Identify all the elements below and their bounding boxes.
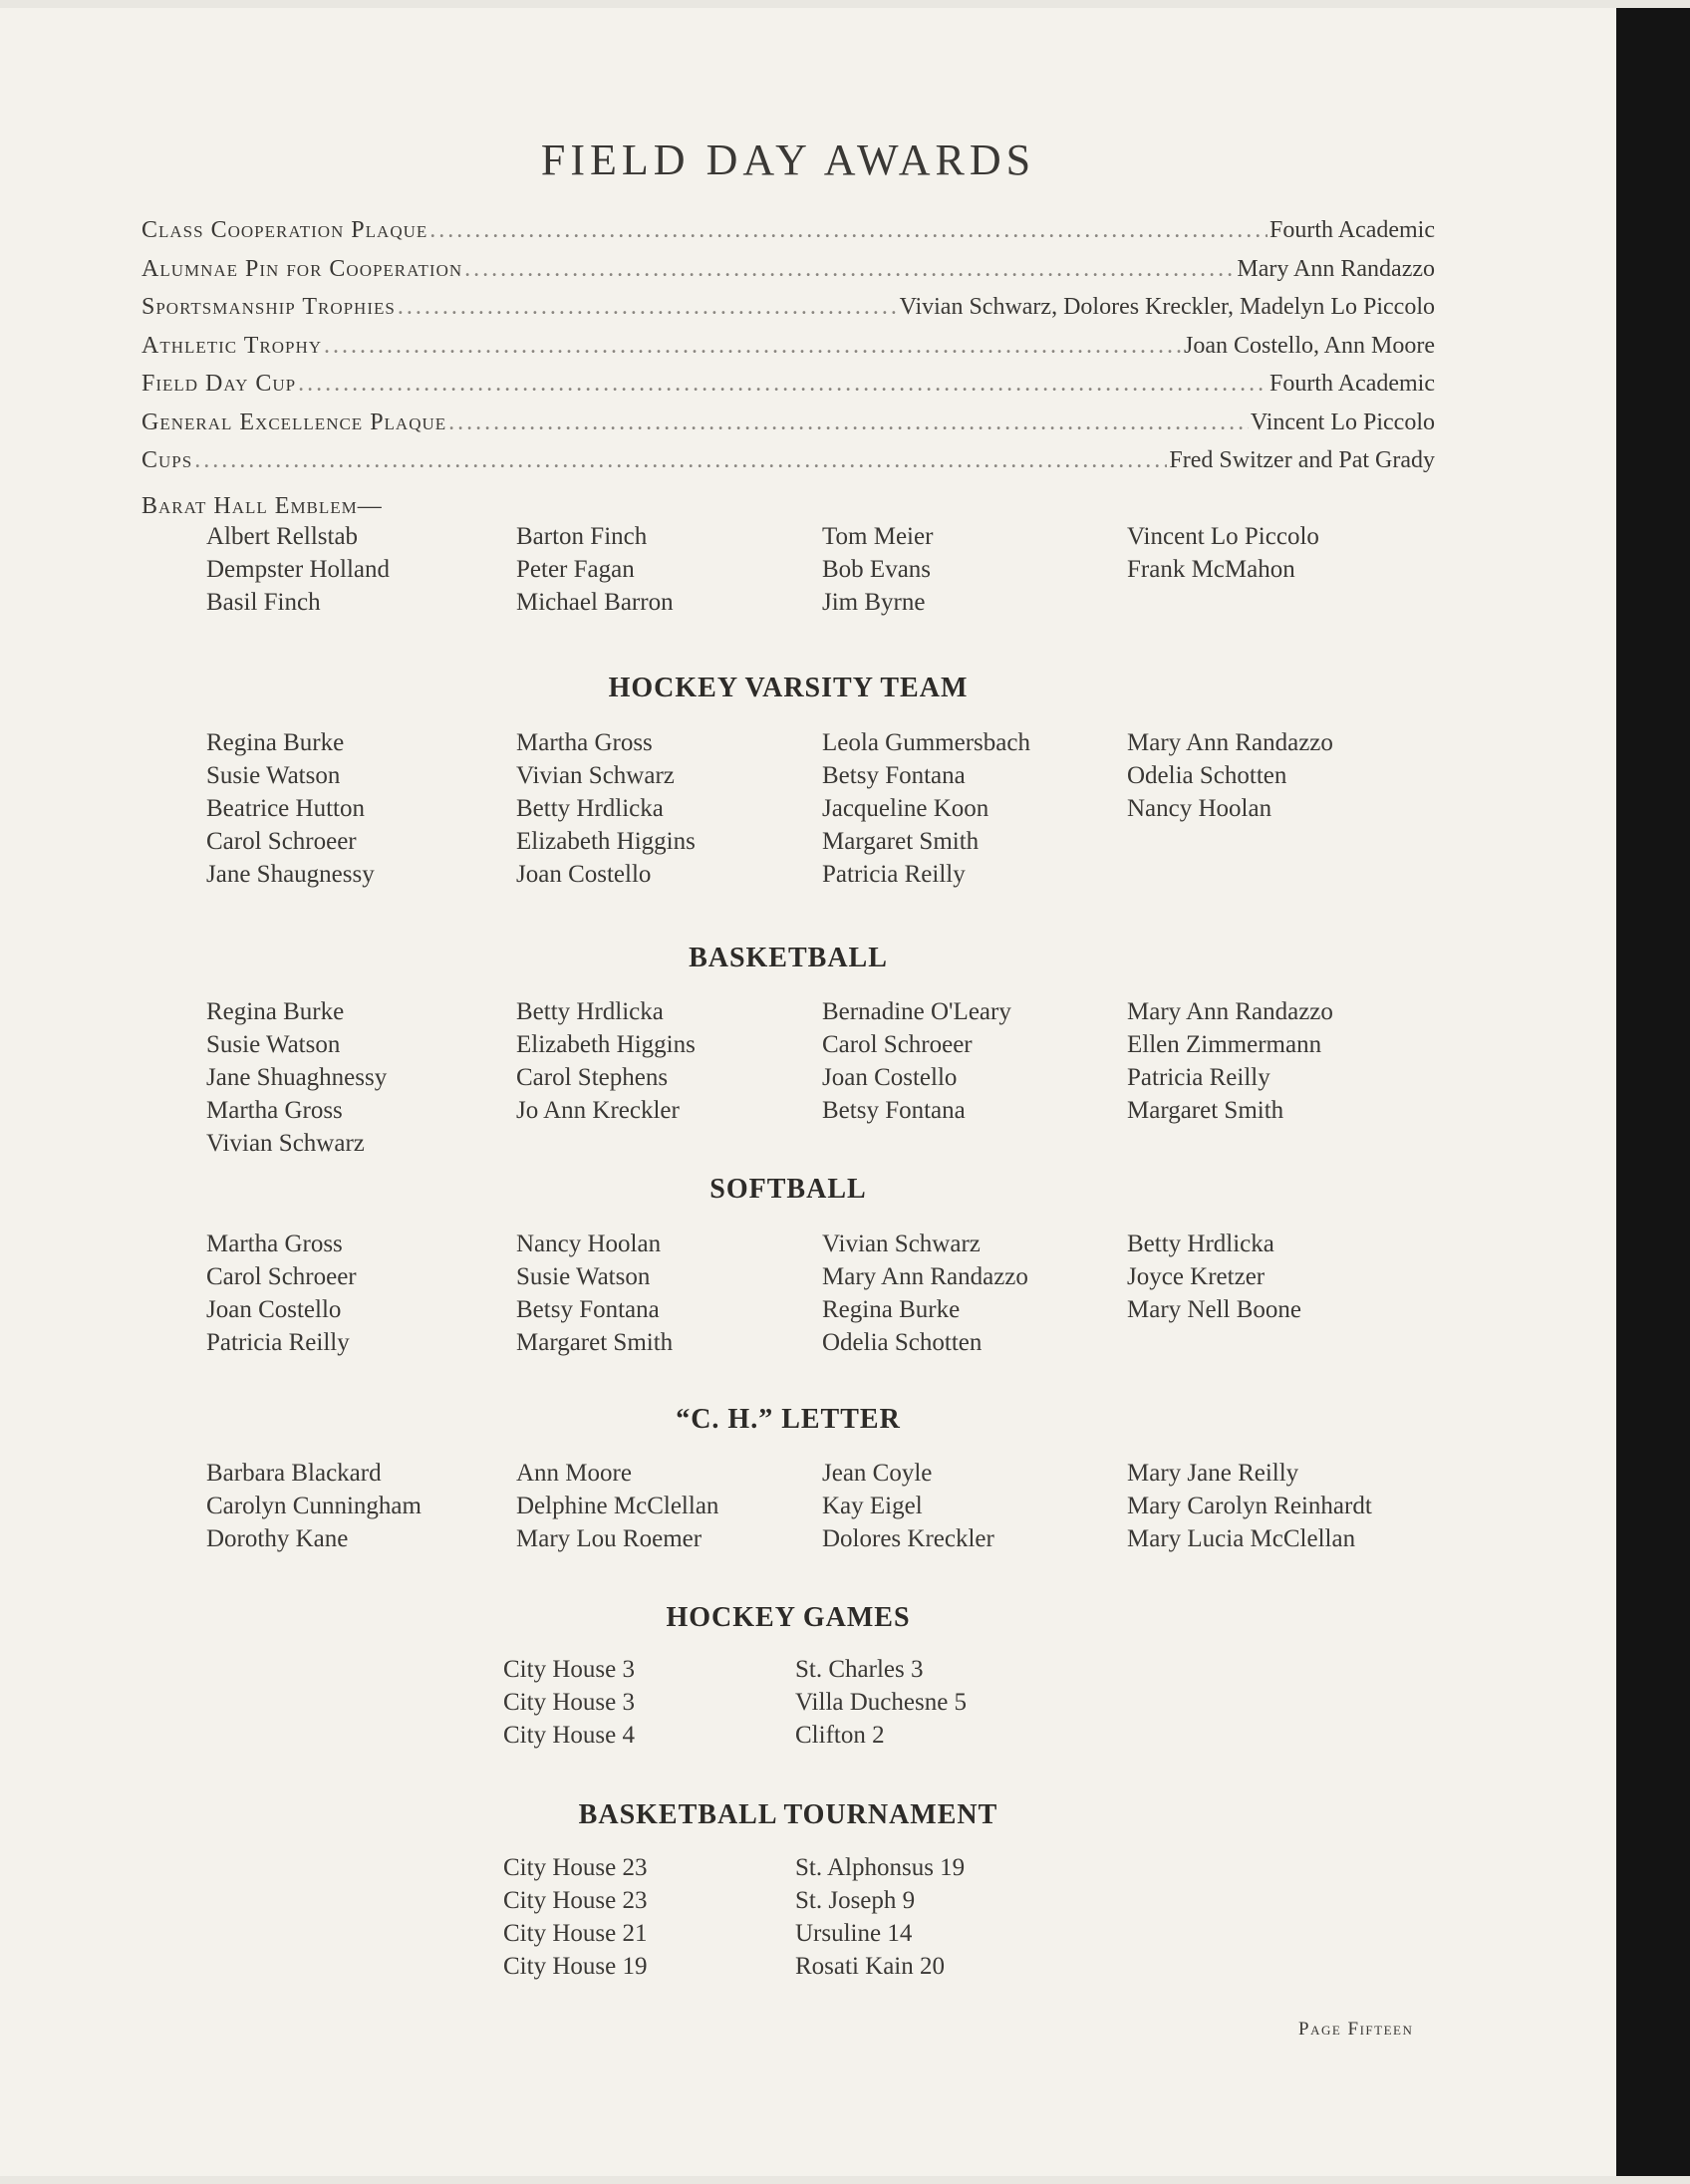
name: Mary Ann Randazzo — [822, 1263, 1028, 1290]
name: Vivian Schwarz — [206, 1130, 365, 1157]
score: St. Alphonsus 19 — [795, 1854, 966, 1881]
name: Bob Evans — [822, 556, 932, 583]
name-column — [822, 1228, 1028, 1359]
score: Clifton 2 — [795, 1722, 885, 1749]
name-column — [822, 1457, 994, 1555]
name: Margaret Smith — [516, 1329, 674, 1356]
name: Margaret Smith — [822, 828, 980, 855]
dot-leader — [398, 294, 898, 321]
score: City House 3 — [503, 1689, 635, 1716]
page-number: Page Fifteen — [1298, 2019, 1414, 2040]
name-column — [1127, 726, 1333, 825]
name: Leola Gummersbach — [822, 729, 1030, 756]
name: Jean Coyle — [822, 1460, 933, 1487]
award-label: Class Cooperation Plaque — [141, 217, 428, 243]
award-value: Joan Costello, Ann Moore — [1184, 332, 1435, 359]
score: Ursuline 14 — [795, 1920, 913, 1947]
name: Ann Moore — [516, 1460, 632, 1487]
page-title: FIELD DAY AWARDS — [540, 136, 1036, 184]
name: Jane Shuaghnessy — [206, 1064, 388, 1091]
award-row — [141, 447, 1435, 486]
name: Betty Hrdlicka — [1127, 1230, 1274, 1257]
name-column — [516, 1228, 673, 1359]
name: Mary Jane Reilly — [1127, 1460, 1299, 1487]
name: Vincent Lo Piccolo — [1127, 523, 1319, 550]
name: Mary Carolyn Reinhardt — [1127, 1493, 1372, 1519]
name: Delphine McClellan — [516, 1493, 719, 1519]
page-binding-edge — [1616, 8, 1690, 2176]
name: Joan Costello — [206, 1296, 342, 1323]
name: Dolores Kreckler — [822, 1525, 994, 1552]
dot-leader — [324, 333, 1182, 360]
award-row — [141, 333, 1435, 372]
name-column — [1127, 995, 1333, 1127]
name: Vivian Schwarz — [516, 762, 675, 789]
name: Joan Costello — [822, 1064, 958, 1091]
name-column — [206, 1457, 422, 1555]
home-scores-column — [503, 1653, 635, 1752]
name: Albert Rellstab — [206, 523, 359, 550]
name: Mary Ann Randazzo — [1127, 729, 1333, 756]
hockey-varsity-title: HOCKEY VARSITY TEAM — [608, 673, 969, 703]
score: St. Joseph 9 — [795, 1887, 916, 1914]
award-value: Vivian Schwarz, Dolores Kreckler, Madelyn Lo Piccolo — [899, 294, 1435, 320]
name: Patricia Reilly — [1127, 1064, 1270, 1091]
award-row — [141, 371, 1435, 410]
score: City House 19 — [503, 1953, 648, 1980]
dot-leader — [429, 217, 1268, 244]
award-label: Alumnae Pin for Cooperation — [141, 255, 463, 282]
name-column — [516, 1457, 718, 1555]
name-column — [206, 726, 375, 891]
name: Michael Barron — [516, 589, 674, 616]
name: Barton Finch — [516, 523, 648, 550]
name: Regina Burke — [206, 998, 345, 1025]
name: Elizabeth Higgins — [516, 1031, 696, 1058]
name: Margaret Smith — [1127, 1097, 1284, 1124]
name: Ellen Zimmermann — [1127, 1031, 1322, 1058]
score: City House 21 — [503, 1920, 648, 1947]
name: Dorothy Kane — [206, 1525, 349, 1552]
score: St. Charles 3 — [795, 1656, 924, 1683]
award-label: Sportsmanship Trophies — [141, 294, 396, 320]
award-value: Mary Ann Randazzo — [1237, 255, 1435, 282]
barat-hall-emblem-heading: Barat Hall Emblem— — [141, 493, 383, 519]
dot-leader — [298, 371, 1268, 398]
score: City House 4 — [503, 1722, 635, 1749]
name: Betsy Fontana — [516, 1296, 660, 1323]
name: Odelia Schotten — [822, 1329, 983, 1356]
name: Elizabeth Higgins — [516, 828, 696, 855]
name: Patricia Reilly — [822, 861, 966, 888]
name: Odelia Schotten — [1127, 762, 1287, 789]
award-row — [141, 217, 1435, 256]
name: Betty Hrdlicka — [516, 795, 664, 822]
name: Mary Nell Boone — [1127, 1296, 1301, 1323]
name: Patricia Reilly — [206, 1329, 350, 1356]
award-value: Fourth Academic — [1269, 217, 1435, 243]
name: Regina Burke — [206, 729, 345, 756]
name-column — [516, 726, 696, 891]
name: Jim Byrne — [822, 589, 926, 616]
name-column — [516, 995, 696, 1127]
home-scores-column — [503, 1851, 647, 1983]
name: Jo Ann Kreckler — [516, 1097, 680, 1124]
name: Nancy Hoolan — [516, 1230, 662, 1257]
score: City House 3 — [503, 1656, 635, 1683]
name-column — [822, 995, 1011, 1127]
award-row — [141, 256, 1435, 295]
name: Frank McMahon — [1127, 556, 1295, 583]
away-scores-column — [795, 1653, 967, 1752]
name: Vivian Schwarz — [822, 1230, 981, 1257]
name: Mary Ann Randazzo — [1127, 998, 1333, 1025]
name: Martha Gross — [516, 729, 653, 756]
hockey-games-title: HOCKEY GAMES — [666, 1602, 911, 1633]
name-column — [822, 520, 933, 619]
name: Nancy Hoolan — [1127, 795, 1272, 822]
name: Carol Schroeer — [822, 1031, 973, 1058]
score: City House 23 — [503, 1887, 648, 1914]
name-column — [1127, 1457, 1372, 1555]
name: Tom Meier — [822, 523, 934, 550]
name: Kay Eigel — [822, 1493, 923, 1519]
name: Jane Shaugnessy — [206, 861, 375, 888]
name-column — [206, 1228, 357, 1359]
award-label: General Excellence Plaque — [141, 409, 447, 435]
award-label: Field Day Cup — [141, 371, 297, 397]
award-label: Cups — [141, 447, 193, 473]
name: Joan Costello — [516, 861, 652, 888]
score: City House 23 — [503, 1854, 648, 1881]
name: Joyce Kretzer — [1127, 1263, 1266, 1290]
name: Barbara Blackard — [206, 1460, 382, 1487]
dot-leader — [448, 410, 1249, 436]
name: Peter Fagan — [516, 556, 635, 583]
name: Betty Hrdlicka — [516, 998, 664, 1025]
basketball-title: BASKETBALL — [689, 943, 888, 973]
awards-list — [141, 217, 1435, 486]
ch-letter-title: “C. H.” LETTER — [676, 1404, 901, 1435]
basketball-tournament-title: BASKETBALL TOURNAMENT — [578, 1799, 998, 1830]
name: Carol Schroeer — [206, 828, 357, 855]
name: Mary Lou Roemer — [516, 1525, 703, 1552]
name: Susie Watson — [516, 1263, 651, 1290]
name: Martha Gross — [206, 1230, 343, 1257]
name: Carol Schroeer — [206, 1263, 357, 1290]
name: Beatrice Hutton — [206, 795, 365, 822]
name: Regina Burke — [822, 1296, 961, 1323]
name: Carolyn Cunningham — [206, 1493, 422, 1519]
name-column — [206, 520, 390, 619]
name: Susie Watson — [206, 762, 341, 789]
name-column — [1127, 520, 1319, 586]
award-row — [141, 294, 1435, 333]
name-column — [822, 726, 1030, 891]
name: Betsy Fontana — [822, 1097, 966, 1124]
softball-title: SOFTBALL — [709, 1174, 867, 1205]
name: Jacqueline Koon — [822, 795, 989, 822]
name: Martha Gross — [206, 1097, 343, 1124]
name-column — [1127, 1228, 1301, 1326]
dot-leader — [194, 447, 1167, 474]
score: Villa Duchesne 5 — [795, 1689, 968, 1716]
award-row — [141, 410, 1435, 448]
name: Susie Watson — [206, 1031, 341, 1058]
name: Bernadine O'Leary — [822, 998, 1011, 1025]
name: Carol Stephens — [516, 1064, 669, 1091]
award-value: Fred Switzer and Pat Grady — [1169, 447, 1435, 473]
name: Mary Lucia McClellan — [1127, 1525, 1356, 1552]
award-value: Vincent Lo Piccolo — [1250, 409, 1435, 435]
name: Basil Finch — [206, 589, 321, 616]
score: Rosati Kain 20 — [795, 1953, 945, 1980]
award-value: Fourth Academic — [1269, 371, 1435, 397]
award-label: Athletic Trophy — [141, 332, 322, 359]
away-scores-column — [795, 1851, 965, 1983]
name: Dempster Holland — [206, 556, 390, 583]
name: Betsy Fontana — [822, 762, 966, 789]
dot-leader — [464, 256, 1235, 283]
name-column — [516, 520, 674, 619]
name-column — [206, 995, 387, 1160]
